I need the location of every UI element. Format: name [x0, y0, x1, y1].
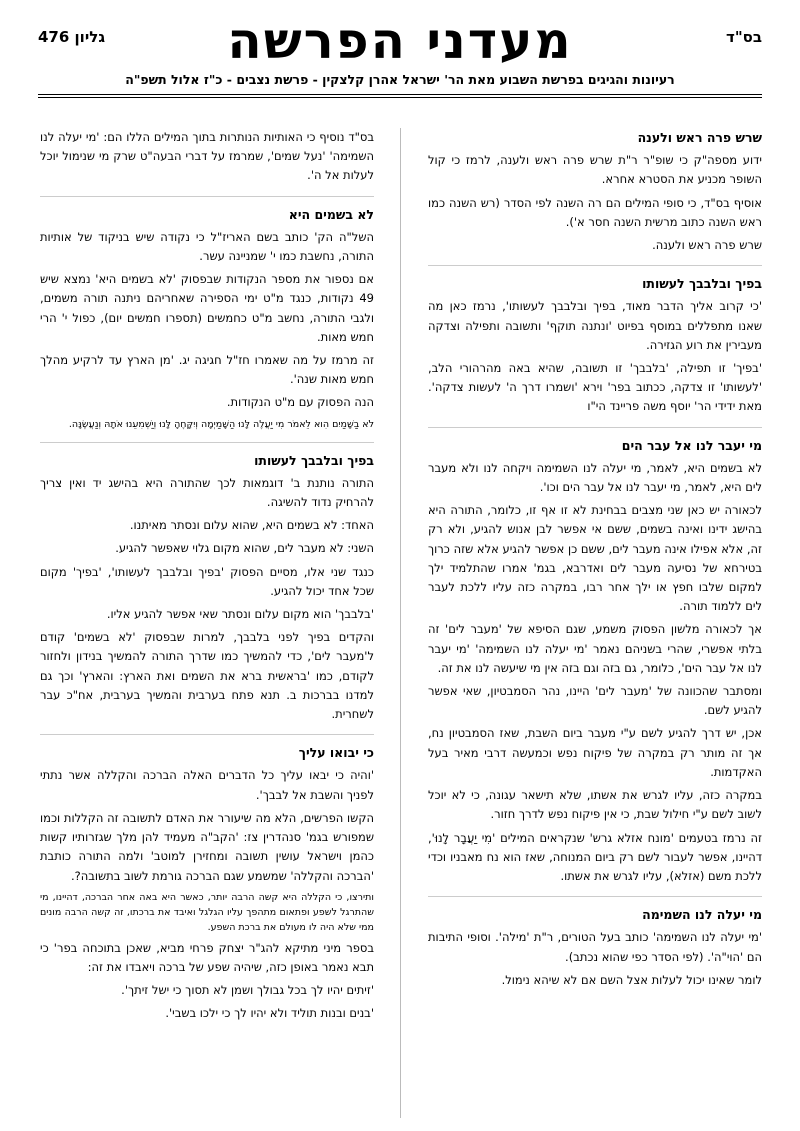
section-separator: [428, 427, 762, 428]
article-paragraph: 'כי קרוב אליך הדבר מאוד, בפיך ובלבבך לעשותו', נרמז כאן מה שאנו מתפללים במוסף בפיוט 'ונתנה תוקף' ותשובה ותפילה וצדקה מעבירין את רוע הגזירה.: [428, 299, 762, 352]
article-heading: לא בשמים היא: [288, 206, 374, 222]
article-paragraph: 'זיתים יהיו לך בכל גבולך ושמן לא תסוך כי ישל זיתך'.: [121, 983, 374, 998]
header-rule-bottom: [38, 97, 762, 98]
article-section: [40, 128, 374, 186]
article-paragraph: השל"ה הק' כותב בשם האריז"ל כי נקודה שיש בניקוד של אותיות התורה, נחשבת כמו י' שמניינה עשר.: [40, 229, 374, 264]
article-note: לֹא בַשָּׁמַיִם הִוא לֵאמֹר מִי יַעֲלֶה לָּנוּ הַשָּׁמַיְמָה וְיִקָּחֶהָ לָּנוּ וְיַשְׁמִעֵנוּ אֹתָהּ וְנַעֲשֶׂנָּה.: [68, 418, 374, 430]
header-rule-top: [38, 94, 762, 95]
article-paragraph: הקשו הפרשים, הלא מה שיעורר את האדם לתשובה זה הקללות וכמו שמפורש בגמ' סנהדרין צז: 'הקב"ה מעמיד להן מלך שגזרותיו קשות כהמן וישראל עושין תשובה ומחזירן למוטב' ולמה התורה כותבת 'הברכה והקללה' שמשמע שגם הברכה גורמת לשוב בתשובה?.: [40, 810, 374, 883]
column-divider: [400, 128, 401, 1118]
article-section: [428, 274, 762, 416]
issue-number: גליון 476: [38, 28, 106, 46]
article-heading: בפיך ובלבבך לעשותו: [254, 452, 374, 468]
newsletter-title: מעדני הפרשה: [227, 12, 573, 70]
masthead: [38, 12, 762, 96]
article-note: ותירצו, כי הקללה היא קשה הרבה יותר, כאשר היא באה אחר הברכה, דהיינו, מי שהתרגל לשפע ופתאום מתהפך עליו הגלגל ואיבד את ברכתו, זה קשה הרבה מונים ממי שלא היה לו מעולם את ברכת השפע.: [40, 891, 374, 933]
article-paragraph: זה מרמז על מה שאמרו חז"ל חגיגה יג. 'מן הארץ עד לרקיע מהלך חמש מאות שנה'.: [40, 353, 374, 387]
article-paragraph: אך לכאורה מלשון הפסוק משמע, שגם הסיפא של 'מעבר לים' זה בלתי אפשרי, שהרי בשניהם נאמר 'מי יעלה לנו השמימה' 'מי יעבר לנו אל עבר הים', כלומר, גם בזה וגם בזה אין מי שיעשה לנו את זה.: [428, 622, 762, 675]
newsletter-subtitle: רעיונות והגיגים בפרשת השבוע מאת הר' ישראל אהרן קלצקין - פרשת נצבים - כ"ז אלול תשפ"ה: [125, 72, 675, 87]
right-column: [428, 128, 762, 1123]
article-paragraph: התורה נותנת ב' דוגמאות לכך שהתורה היא בהישג יד ואין צריך להרחיק נדוד להשיגה.: [40, 475, 374, 510]
article-paragraph: האחד: לא בשמים היא, שהוא עלום ונסתר מאיתנו.: [129, 518, 374, 533]
article-heading: שרש פרה ראש ולענה: [637, 130, 762, 145]
section-separator: [428, 896, 762, 897]
article-paragraph: זה נרמז בטעמים 'מונח אזלא גרש' שנקראים המילים 'מִי יַעֲבָר לָנוּ', דהיינו, אפשר לעבור לשם רק ביום המנוחה, שאז הוא נח מאבניו וכדי ללכת משם (אזלא), עליו לגרש את אשתו.: [428, 830, 762, 883]
article-paragraph: 'והיה כי יבאו עליך כל הדברים האלה הברכה והקללה אשר נתתי לפניך והשבת אל לבבך'.: [40, 768, 374, 802]
article-section: [428, 436, 762, 886]
article-paragraph: 'מי יעלה לנו השמימה' כותב בעל הטורים, ר"ת 'מילה'. וסופי התיבות הם 'הוי"ה'. (לפי הסדר כפי שהוא נכתב).: [428, 930, 762, 964]
article-section: [40, 743, 374, 1023]
article-paragraph: 'בלבבך' הוא מקום עלום ונסתר שאי אפשר להגיע אליו.: [106, 607, 374, 622]
article-paragraph: אם נספור את מספר הנקודות שבפסוק 'לא בשמים היא' נמצא שיש 49 נקודות, כנגד מ"ט ימי הספירה שאחריהם ניתנה תורה משמים, ולגבי התורה, נחשב מ"ט כחמשים (תספרו חמשים יום), כפול י' הרי חמש מאות.: [40, 272, 374, 344]
bsd-mark: בס"ד: [726, 28, 762, 46]
article-paragraph: שרש פרה ראש ולענה.: [652, 238, 762, 253]
article-heading: מי יעלה לנו השמימה: [642, 907, 762, 923]
article-paragraph: 'בפיך' זו תפילה, 'בלבבך' זו תשובה, שהיא באה מהרהורי הלב, 'לעשותו' זו צדקה, ככתוב בפר' וירא 'ושמרו דרך ה' לעשות צדקה'. מאת ידידי הר' יוסף משה פריינד הי"ו: [428, 361, 762, 414]
article-section: [428, 905, 762, 990]
left-column: [40, 128, 374, 1123]
article-heading: כי יבואו עליך: [298, 745, 374, 761]
article-paragraph: לא בשמים היא, לאמר, מי יעלה לנו השמימה ויקחה לנו ולא מעבר לים היא, לאמר, מי יעבר לנו אל עבר הים וכו'.: [428, 460, 762, 495]
article-paragraph: 'בנים ובנות תוליד ולא יהיו לך כי ילכו בשבי'.: [165, 1006, 374, 1021]
article-paragraph: בס"ד נוסיף כי האותיות הנותרות בתוך המילים הללו הם: 'מי יעלה לנו השמימה' 'נעל שמים', שמרמז על דברי הבעה"ט שרק מי שנימול יוכל לעלות אל ה'.: [40, 130, 374, 183]
article-paragraph: השני: לא מעבר לים, שהוא מקום גלוי שאפשר להגיע.: [115, 541, 374, 556]
section-separator: [428, 265, 762, 266]
article-paragraph: לומר שאינו יכול לעלות אצל השם אם לא שיהא נימול.: [501, 972, 762, 987]
article-paragraph: לכאורה יש כאן שני מצבים בבחינת לא זו אף זו, כלומר, התורה היא בהישג ידינו ואינה בשמים, ששם אי אפשר לבן אנוש להגיע, ולא רק זה, אלא אפילו אינה מעבר לים, ששם כן אפשר להגיע אלא שזה כרוך בטירחא של נסיעה מעבר לים ואדרבא, בגמ' אמרו שהתלמיד ילך למקום שלבו חפץ או ילך אחר רבו, במקרה כזה עליו ללכת לעבר לים ללמוד תורה.: [428, 503, 762, 614]
article-paragraph: והקדים בפיך לפני בלבבך, למרות שבפסוק 'לא בשמים' קודם ל'מעבר לים', כדי להמשיך כמו שדרך התורה להמשיך בנידון ולחזור לקודם, כמו 'בראשית ברא את השמים ואת הארץ: והארץ' וכך גם למדנו בברכות ב. תנא פתח בערבית והמשיך בערבית, אח"כ עבר לשחרית.: [40, 630, 374, 722]
article-paragraph: בספר מיני מתיקא להג"ר יצחק פרחי מביא, שאכן בתוכחה בפר' כי תבא נאמר באופן כזה, שיהיה שפע של ברכה ויאבדו את זה:: [40, 940, 374, 974]
section-separator: [40, 734, 374, 735]
article-paragraph: אוסיף בס"ד, כי סופי המילים הם רה השנה לפי הסדר (רש השנה כמו ראש השנה כתוב מרשית השנה חסר א').: [428, 195, 762, 229]
article-paragraph: ידוע מספה"ק כי שופ"ר ר"ת שרש פרה ראש ולענה, לרמז כי קול השופר מכניע את הסטרא אחרא.: [428, 153, 762, 187]
section-separator: [40, 442, 374, 443]
article-paragraph: במקרה כזה, עליו לגרש את אשתו, שלא תישאר עגונה, כי לא יוכל לשוב לשם ע"י חילול שבת, כי אין פיקוח נפש לדרך חזור.: [428, 788, 762, 822]
article-heading: בפיך ובלבבך לעשותו: [642, 276, 762, 292]
article-paragraph: הנה הפסוק עם מ"ט הנקודות.: [226, 395, 374, 410]
article-section: [40, 205, 374, 432]
article-paragraph: כנגד שני אלו, מסיים הפסוק 'בפיך ובלבבך לעשותו', 'בפיך' מקום שכל אחד יכול להגיע.: [40, 564, 374, 598]
article-paragraph: אכן, יש דרך להגיע לשם ע"י מעבר ביום השבת, שאז הסמבטיון נח, אך זה מותר רק במקרה של פיקוח נפש וכמעשה דרבי מאיר בעל האקדמות.: [428, 726, 762, 779]
section-separator: [40, 196, 374, 197]
article-section: [428, 128, 762, 255]
article-heading: מי יעבר לנו אל עבר הים: [621, 437, 762, 453]
article-section: [40, 451, 374, 725]
article-paragraph: ומסתבר שהכוונה של 'מעבר לים' היינו, נהר הסמבטיון, שאי אפשר להגיע לשם.: [428, 684, 762, 718]
